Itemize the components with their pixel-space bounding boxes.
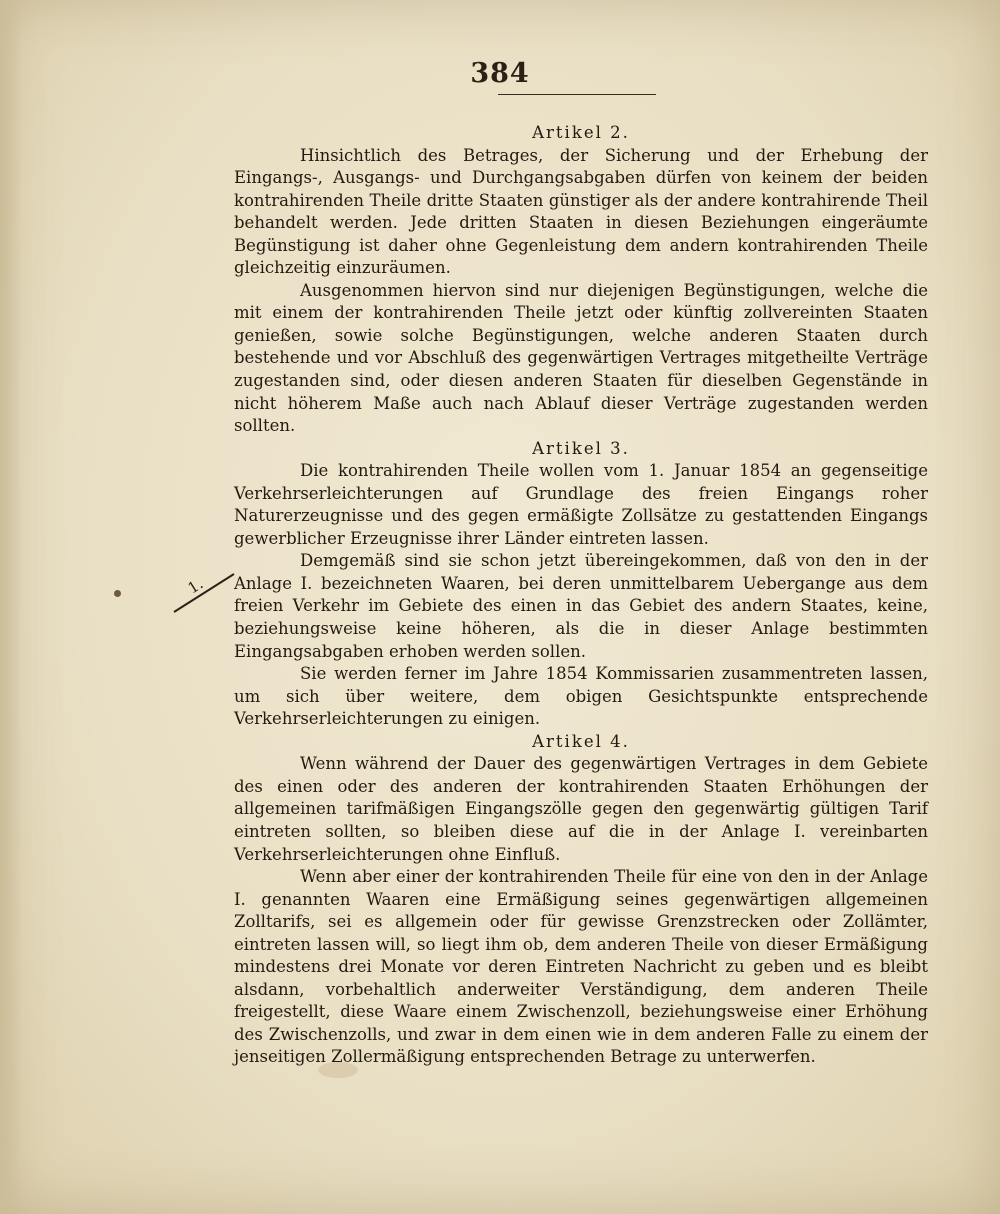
article-3-paragraph-2: Demgemäß sind sie schon jetzt übereingekommen, daß von den in der Anlage I. bezeichneten Waaren, bei deren unmittelbarem Uebergange aus dem freien Verkehr im Gebiete des einen in das Gebiet des andern Staates, keine, beziehungsweise keine höheren, als die in dieser Anlage bestimmten Eingangsabgaben erhoben werden sollen. (234, 551, 928, 661)
article-4-paragraph-1: Wenn während der Dauer des gegenwärtigen Vertrages in dem Gebiete des einen oder des anderen der kontrahirenden Staaten Erhöhungen der allgemeinen tarifmäßigen Eingangszölle gegen den gegenwärtig gültigen Tarif eintreten sollten, so bleiben diese auf die in der Anlage I. vereinbarten Verkehrserleichterungen ohne Einfluß. (234, 754, 928, 864)
article-4-paragraph-2: Wenn aber einer der kontrahirenden Theile für eine von den in der Anlage I. genannten Waaren eine Ermäßigung seines gegenwärtigen allgemeinen Zolltarifs, sei es allgemein oder für gewisse Grenzstrecken oder Zollämter, eintreten lassen will, so liegt ihm ob, dem anderen Theile von dieser Ermäßigung mindestens drei Monate vor deren Eintreten Nachricht zu geben und es bleibt alsdann, vorbehaltlich anderweiter Verständigung, dem anderen Theile freigestellt, diese Waare einem Zwischenzoll, beziehungsweise einer Erhöhung des Zwischenzolls, und zwar in dem einen wie in dem anderen Falle zu einem der jenseitigen Zollermäßigung entsprechenden Betrage zu unterwerfen. (234, 867, 928, 1067)
page-number: 384 (470, 58, 530, 89)
page-number-rule (498, 94, 656, 95)
margin-note: 1. (184, 574, 207, 598)
article-2-paragraph-2: Ausgenommen hiervon sind nur diejenigen Begünstigungen, welche die mit einem der kontrahirenden Theile jetzt oder künftig zollvereinten Staaten genießen, sowie solche Begünstigungen, welche anderen Staaten durch bestehende und vor Abschluß des gegenwärtigen Vertrages mitgetheilte Verträge zugestanden sind, oder diesen anderen Staaten für dieselben Gegenstände in nicht höherem Maße auch nach Ablauf dieser Verträge zugestanden werden sollten. (234, 280, 928, 436)
article-3-paragraph-1: Die kontrahirenden Theile wollen vom 1. Januar 1854 an gegenseitige Verkehrserleichterungen auf Grundlage des freien Eingangs roher Naturerzeugnisse und des gegen ermäßigte Zollsätze zu gestattenden Eingangs gewerblicher Erzeugnisse ihrer Länder eintreten lassen. (234, 461, 928, 548)
margin-dot (114, 590, 121, 597)
article-4-heading: Artikel 4. (532, 731, 630, 751)
article-2-heading: Artikel 2. (532, 123, 630, 142)
page-edge-shadow (0, 0, 22, 1214)
article-3-heading: Artikel 3. (532, 438, 630, 458)
margin-annotation (168, 568, 238, 628)
article-3-paragraph-3: Sie werden ferner im Jahre 1854 Kommissarien zusammentreten lassen, um sich über weitere, dem obigen Gesichtspunkte entsprechende Verkehrserleichterungen zu einigen. (234, 664, 928, 729)
article-2-paragraph-1: Hinsichtlich des Betrages, der Sicherung und der Erhebung der Eingangs-, Ausgangs- und Durchgangsabgaben dürfen von keinem der beiden kontrahirenden Theile dritte Staaten günstiger als der andere kontrahirende Theil behandelt werden. Jede dritten Staaten in diesen Beziehungen eingeräumte Begünstigung ist daher ohne Gegenleistung dem andern kontrahirenden Theile gleichzeitig einzuräumen. (234, 145, 928, 278)
document-body (234, 122, 928, 1069)
